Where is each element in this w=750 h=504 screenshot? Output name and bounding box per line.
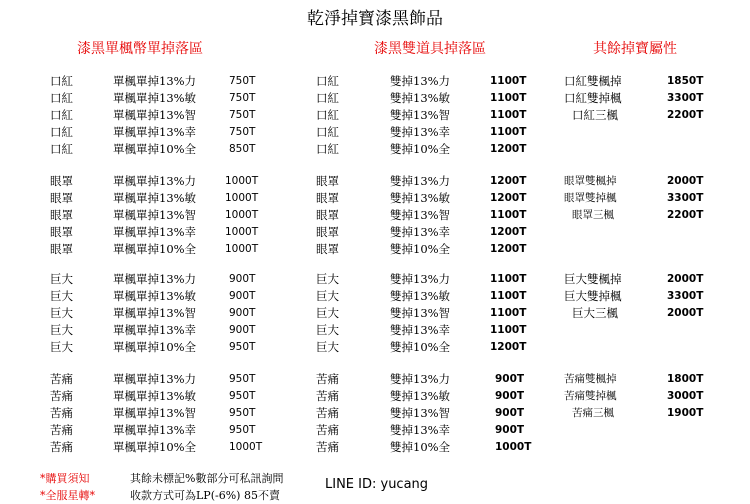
double-drop-row	[310, 371, 550, 388]
single-drop-row	[40, 305, 260, 322]
other-attribute-row	[560, 271, 720, 288]
item-name: 口紅	[50, 125, 73, 139]
item-name: 口紅雙掉楓	[564, 91, 622, 105]
single-drop-row	[40, 388, 260, 405]
item-name: 苦痛	[316, 406, 339, 420]
other-attribute-row	[560, 90, 720, 107]
item-price: 2000T	[667, 175, 704, 187]
item-name: 口紅	[50, 142, 73, 156]
item-name: 眼罩	[316, 242, 339, 256]
item-attribute: 雙掉13%敏	[390, 191, 451, 205]
item-price: 900T	[495, 424, 525, 436]
single-drop-row	[40, 288, 260, 305]
double-drop-row	[310, 388, 550, 405]
double-drop-row	[310, 322, 550, 339]
other-attribute-row	[560, 371, 720, 388]
double-drop-row	[310, 107, 550, 124]
item-attribute: 單楓單掉13%敏	[113, 191, 197, 205]
item-name: 眼罩	[316, 225, 339, 239]
item-price: 1200T	[490, 175, 527, 187]
item-price: 750T	[229, 75, 256, 87]
item-price: 950T	[229, 390, 256, 402]
item-price: 2200T	[667, 109, 704, 121]
item-attribute: 單楓單掉13%力	[113, 174, 197, 188]
single-drop-row	[40, 422, 260, 439]
item-name: 眼罩	[50, 225, 73, 239]
item-name: 眼罩	[50, 208, 73, 222]
item-name: 巨大	[316, 323, 339, 337]
other-attribute-row	[560, 107, 720, 124]
double-drop-row	[310, 173, 550, 190]
item-price: 1800T	[667, 373, 704, 385]
item-price: 1100T	[490, 75, 527, 87]
item-attribute: 雙掉13%敏	[390, 91, 451, 105]
item-attribute: 雙掉10%全	[390, 142, 451, 156]
item-price: 1100T	[490, 209, 527, 221]
page-title: 乾淨掉寶漆黑飾品	[307, 9, 443, 29]
other-attributes-column	[565, 38, 705, 60]
item-attribute: 單楓單掉10%全	[113, 142, 197, 156]
single-drop-row	[40, 439, 263, 456]
item-price: 1000T	[225, 209, 259, 221]
single-drop-row	[40, 271, 260, 288]
item-price: 1100T	[490, 126, 527, 138]
other-attribute-row	[560, 305, 720, 322]
item-attribute: 雙掉13%力	[390, 74, 451, 88]
item-name: 巨大雙楓掉	[564, 272, 622, 286]
double-drop-column	[310, 38, 550, 60]
item-name: 苦痛	[50, 406, 73, 420]
single-drop-row	[40, 190, 260, 207]
item-name: 口紅雙楓掉	[564, 74, 622, 88]
item-price: 3300T	[667, 92, 704, 104]
item-price: 900T	[495, 373, 525, 385]
double-drop-row	[310, 207, 550, 224]
item-attribute: 單楓單掉13%幸	[113, 125, 197, 139]
item-attribute: 雙掉10%全	[390, 440, 451, 454]
double-drop-header: 漆黑雙道具掉落區	[374, 41, 486, 57]
other-attribute-row	[560, 73, 720, 90]
item-name: 口紅	[316, 74, 339, 88]
single-drop-row	[40, 124, 260, 141]
item-name: 口紅	[50, 108, 73, 122]
double-drop-row	[310, 124, 550, 141]
line-contact: LINE ID: yucang	[325, 477, 429, 492]
item-name: 苦痛	[50, 389, 73, 403]
item-price: 900T	[229, 324, 256, 336]
other-attribute-row	[560, 405, 720, 422]
single-drop-column	[40, 38, 240, 60]
item-attribute: 雙掉13%力	[390, 272, 451, 286]
item-price: 1000T	[225, 243, 259, 255]
item-name: 巨大雙掉楓	[564, 289, 622, 303]
footer-notes	[40, 470, 300, 504]
single-drop-row	[40, 405, 260, 422]
item-attribute: 單楓單掉13%幸	[113, 323, 197, 337]
item-name: 口紅	[50, 91, 73, 105]
item-name: 眼罩雙楓掉	[564, 175, 617, 187]
item-name: 眼罩	[50, 174, 73, 188]
item-attribute: 單楓單掉13%智	[113, 406, 197, 420]
item-name: 苦痛	[50, 423, 73, 437]
item-price: 900T	[495, 390, 525, 402]
double-drop-row	[310, 288, 550, 305]
item-price: 1100T	[490, 290, 527, 302]
item-attribute: 單楓單掉13%力	[113, 372, 197, 386]
item-name: 眼罩	[316, 191, 339, 205]
item-name: 苦痛	[316, 372, 339, 386]
item-name: 巨大	[316, 306, 339, 320]
item-price: 900T	[229, 290, 256, 302]
item-price: 950T	[229, 373, 256, 385]
item-price: 1000T	[225, 226, 259, 238]
item-attribute: 單楓單掉13%智	[113, 306, 197, 320]
item-attribute: 單楓單掉13%敏	[113, 289, 197, 303]
item-price: 750T	[229, 92, 256, 104]
double-drop-row	[310, 405, 550, 422]
other-attributes-header: 其餘掉寶屬性	[593, 41, 677, 57]
item-attribute: 雙掉10%全	[390, 340, 451, 354]
server-transfer-label: *全服星轉*	[40, 489, 95, 502]
item-name: 苦痛	[316, 440, 339, 454]
item-name: 眼罩	[50, 191, 73, 205]
item-attribute: 雙掉13%智	[390, 108, 451, 122]
item-name: 巨大	[50, 272, 73, 286]
item-attribute: 雙掉13%智	[390, 406, 451, 420]
item-price: 1000T	[229, 441, 263, 453]
item-name: 苦痛	[50, 440, 73, 454]
item-attribute: 雙掉13%幸	[390, 225, 451, 239]
double-drop-row	[310, 90, 550, 107]
item-name: 巨大	[50, 323, 73, 337]
double-drop-row	[310, 224, 550, 241]
item-price: 3300T	[667, 290, 704, 302]
single-drop-row	[40, 107, 260, 124]
item-attribute: 雙掉10%全	[390, 242, 451, 256]
item-attribute: 雙掉13%智	[390, 208, 451, 222]
item-attribute: 單楓單掉13%智	[113, 208, 197, 222]
other-attribute-row	[560, 388, 720, 405]
item-attribute: 雙掉13%力	[390, 174, 451, 188]
item-attribute: 雙掉13%智	[390, 306, 451, 320]
item-attribute: 單楓單掉13%幸	[113, 225, 197, 239]
item-attribute: 單楓單掉10%全	[113, 242, 197, 256]
double-drop-row	[310, 339, 550, 356]
item-name: 口紅	[316, 125, 339, 139]
item-attribute: 雙掉13%幸	[390, 423, 451, 437]
item-price: 1200T	[490, 226, 527, 238]
item-name: 苦痛	[50, 372, 73, 386]
item-name: 苦痛雙掉楓	[564, 390, 617, 402]
item-price: 950T	[229, 424, 256, 436]
double-drop-row	[310, 271, 550, 288]
single-drop-row	[40, 339, 260, 356]
item-attribute: 單楓單掉13%敏	[113, 389, 197, 403]
item-name: 巨大	[50, 306, 73, 320]
item-name: 口紅	[316, 91, 339, 105]
item-attribute: 單楓單掉13%敏	[113, 91, 197, 105]
item-price: 1000T	[495, 441, 532, 453]
item-name: 眼罩三楓	[572, 209, 614, 221]
double-drop-row	[310, 141, 550, 158]
item-price: 3300T	[667, 192, 704, 204]
item-attribute: 單楓單掉13%智	[113, 108, 197, 122]
item-price: 1100T	[490, 324, 527, 336]
item-price: 1100T	[490, 109, 527, 121]
item-attribute: 雙掉13%幸	[390, 125, 451, 139]
item-price: 2000T	[667, 307, 704, 319]
item-attribute: 雙掉13%敏	[390, 289, 451, 303]
item-name: 苦痛雙楓掉	[564, 373, 617, 385]
item-price: 3000T	[667, 390, 704, 402]
item-price: 1200T	[490, 243, 527, 255]
item-price: 1100T	[490, 273, 527, 285]
item-price: 1000T	[225, 175, 259, 187]
item-name: 口紅	[316, 142, 339, 156]
item-attribute: 雙掉13%幸	[390, 323, 451, 337]
item-name: 口紅三楓	[572, 108, 618, 122]
item-name: 苦痛	[316, 423, 339, 437]
item-price: 750T	[229, 109, 256, 121]
purchase-notice-text: 其餘未標記%數部分可私訊詢問	[130, 472, 284, 485]
single-drop-row	[40, 322, 260, 339]
item-price: 1100T	[490, 307, 527, 319]
item-name: 苦痛三楓	[572, 407, 614, 419]
single-drop-row	[40, 141, 260, 158]
item-name: 巨大	[316, 340, 339, 354]
other-attribute-row	[560, 288, 720, 305]
item-price: 900T	[229, 273, 256, 285]
item-name: 巨大	[316, 289, 339, 303]
item-price: 900T	[495, 407, 525, 419]
item-attribute: 單楓單掉13%力	[113, 272, 197, 286]
item-price: 1000T	[225, 192, 259, 204]
item-price: 2200T	[667, 209, 704, 221]
item-name: 眼罩雙掉楓	[564, 192, 617, 204]
double-drop-row	[310, 73, 550, 90]
item-attribute: 單楓單掉13%幸	[113, 423, 197, 437]
single-drop-row	[40, 241, 260, 258]
double-drop-row	[310, 439, 550, 456]
item-attribute: 單楓單掉13%力	[113, 74, 197, 88]
double-drop-row	[310, 305, 550, 322]
item-name: 眼罩	[316, 208, 339, 222]
item-name: 口紅	[50, 74, 73, 88]
other-attribute-row	[560, 207, 720, 224]
item-price: 1100T	[490, 92, 527, 104]
item-name: 眼罩	[316, 174, 339, 188]
item-name: 巨大三楓	[572, 306, 618, 320]
other-attribute-row	[560, 190, 720, 207]
item-price: 1900T	[667, 407, 704, 419]
item-price: 1200T	[490, 192, 527, 204]
item-price: 2000T	[667, 273, 704, 285]
item-attribute: 單楓單掉10%全	[113, 340, 197, 354]
item-name: 眼罩	[50, 242, 73, 256]
double-drop-row	[310, 241, 550, 258]
item-name: 巨大	[316, 272, 339, 286]
item-attribute: 雙掉13%敏	[390, 389, 451, 403]
single-drop-row	[40, 224, 260, 241]
item-name: 巨大	[50, 340, 73, 354]
item-name: 苦痛	[316, 389, 339, 403]
single-drop-row	[40, 173, 260, 190]
item-price: 1200T	[490, 143, 527, 155]
single-drop-row	[40, 207, 260, 224]
single-drop-row	[40, 90, 260, 107]
item-price: 950T	[229, 407, 256, 419]
item-name: 口紅	[316, 108, 339, 122]
single-drop-row	[40, 73, 260, 90]
item-attribute: 雙掉13%力	[390, 372, 451, 386]
item-price: 850T	[229, 143, 256, 155]
item-price: 750T	[229, 126, 256, 138]
item-name: 巨大	[50, 289, 73, 303]
other-attribute-row	[560, 173, 720, 190]
item-price: 1850T	[667, 75, 704, 87]
item-attribute: 單楓單掉10%全	[113, 440, 197, 454]
double-drop-row	[310, 422, 550, 439]
item-price: 1200T	[490, 341, 527, 353]
item-price: 950T	[229, 341, 256, 353]
purchase-notice-label: *購買須知	[40, 472, 90, 485]
single-drop-row	[40, 371, 260, 388]
payment-method-text: 收款方式可為LP(-6%) 85不賣	[130, 489, 280, 502]
single-drop-header: 漆黑單楓幣單掉落區	[77, 41, 203, 57]
item-price: 900T	[229, 307, 256, 319]
double-drop-row	[310, 190, 550, 207]
